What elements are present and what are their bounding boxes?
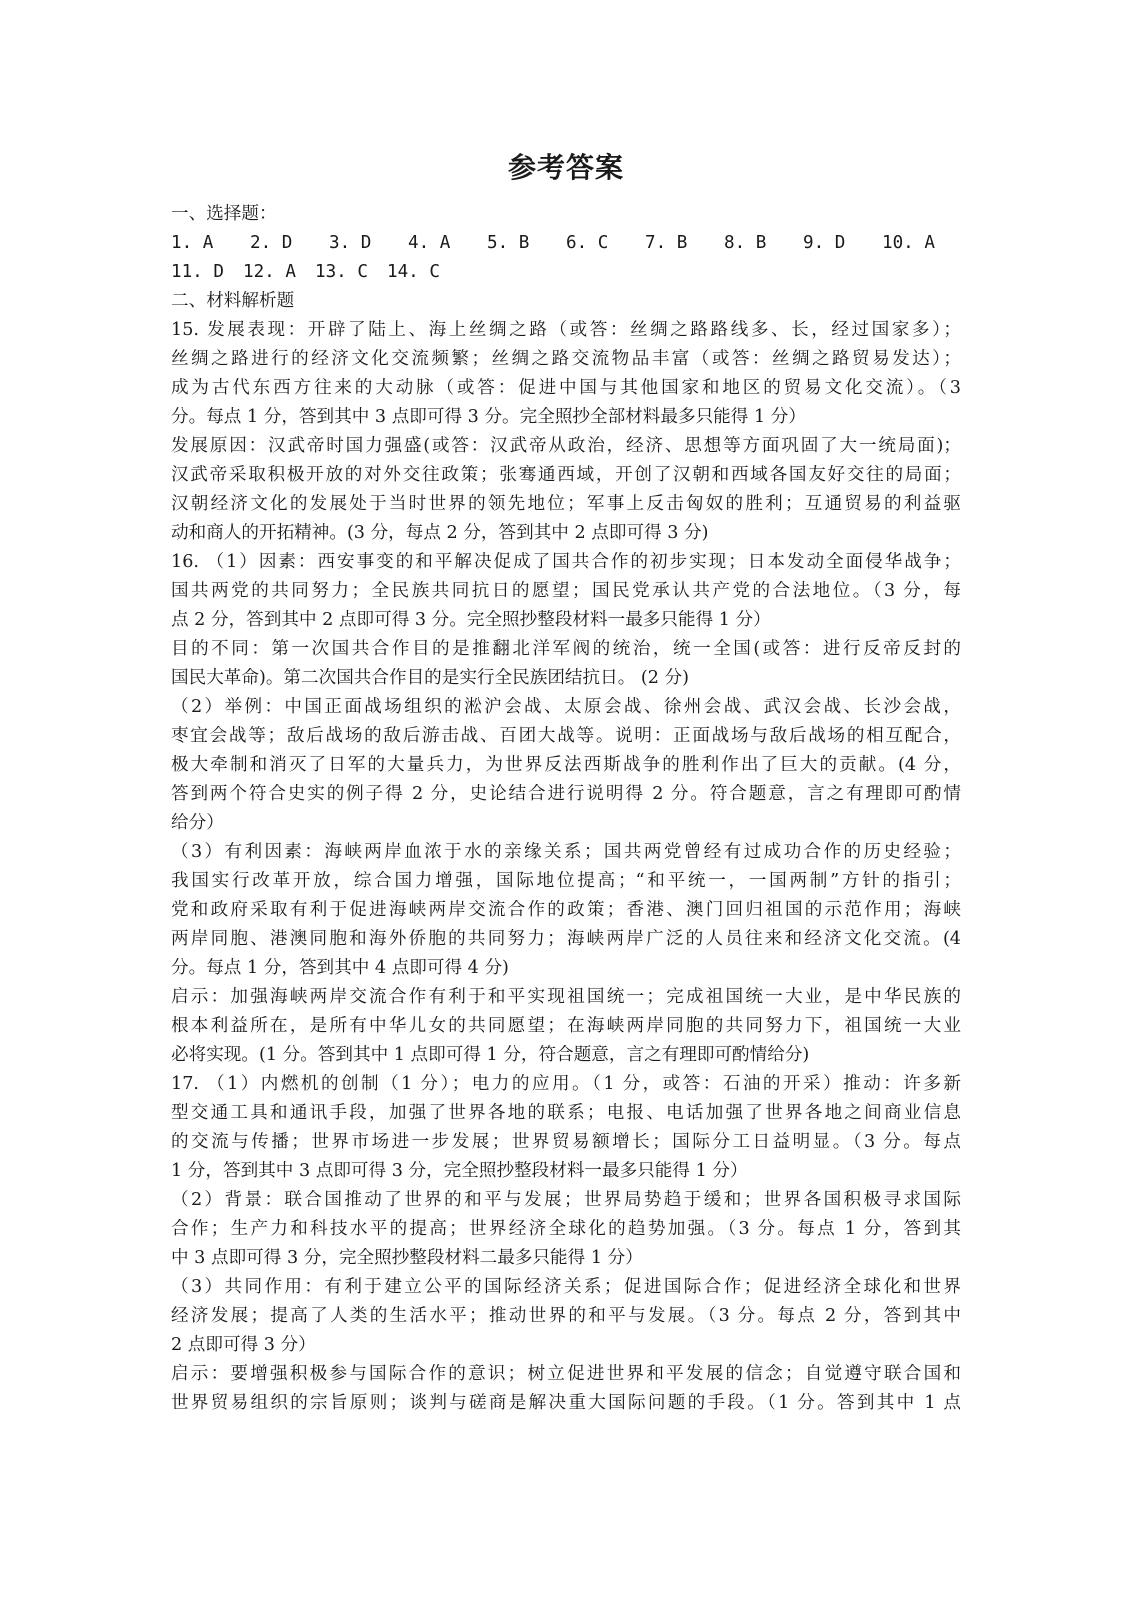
text-line: 合作；生产力和科技水平的提高；世界经济全球化的趋势加强。（3 分。每点 1 分，答到其 — [171, 1219, 961, 1239]
answer-item: 13. C — [315, 262, 368, 282]
text-line: 分。每点 1 分，答到其中 3 点即可得 3 分。完全照抄全部材料最多只能得 1 分） — [171, 407, 806, 427]
text-line: （3）共同作用：有利于建立公平的国际经济关系；促进国际合作；促进经济全球化和世界 — [171, 1277, 961, 1297]
text-line: （2）背景：联合国推动了世界的和平与发展；世界局势趋于缓和；世界各国积极寻求国际 — [171, 1190, 961, 1210]
text-line: 启示：要增强积极参与国际合作的意识；树立促进世界和平发展的信念；自觉遵守联合国和 — [171, 1364, 961, 1384]
section-heading-choice: 一、选择题： — [171, 204, 277, 224]
text-line: 丝绸之路进行的经济文化交流频繁；丝绸之路交流物品丰富（或答：丝绸之路贸易发达）； — [171, 349, 961, 369]
text-line: 极大牵制和消灭了日军的大量兵力，为世界反法西斯战争的胜利作出了巨大的贡献。(4 分， — [171, 755, 961, 775]
text-line: 两岸同胞、港澳同胞和海外侨胞的共同努力；海峡两岸广泛的人员往来和经济文化交流。(4 — [171, 929, 961, 949]
answer-item: 12. A — [243, 262, 296, 282]
answer-item: 5. B — [487, 233, 530, 253]
text-line: 枣宜会战等；敌后战场的敌后游击战、百团大战等。说明：正面战场与敌后战场的相互配合， — [171, 726, 961, 746]
text-line: 分。每点 1 分，答到其中 4 点即可得 4 分) — [171, 958, 509, 978]
answer-item: 4. A — [408, 233, 451, 253]
text-line: 国共两党的共同努力；全民族共同抗日的愿望；国民党承认共产党的合法地位。（3 分，每 — [171, 581, 961, 601]
text-line: 点 2 分，答到其中 2 点即可得 3 分。完全照抄整段材料一最多只能得 1 分） — [171, 610, 771, 630]
text-line: 成为古代东西方往来的大动脉（或答：促进中国与其他国家和地区的贸易文化交流）。（3 — [171, 378, 961, 398]
text-line: （2）举例：中国正面战场组织的淞沪会战、太原会战、徐州会战、武汉会战、长沙会战， — [171, 697, 961, 717]
text-line: 必将实现。(1 分。答到其中 1 点即可得 1 分，符合题意，言之有理即可酌情给分) — [171, 1045, 810, 1065]
page-title: 参考答案 — [507, 151, 624, 184]
text-line: 发展原因：汉武帝时国力强盛(或答：汉武帝从政治，经济、思想等方面巩固了大一统局面)； — [171, 436, 961, 456]
answer-item: 8. B — [724, 233, 767, 253]
answer-item: 1. A — [171, 233, 214, 253]
section-heading-material: 二、材料解析题 — [171, 291, 295, 311]
text-line: 15. 发展表现：开辟了陆上、海上丝绸之路（或答：丝绸之路路线多、长，经过国家多）； — [171, 320, 961, 340]
text-line: 党和政府采取有利于促进海峡两岸交流合作的政策；香港、澳门回归祖国的示范作用；海峡 — [171, 900, 961, 920]
text-line: 16. （1）因素：西安事变的和平解决促成了国共合作的初步实现；日本发动全面侵华战争； — [171, 552, 961, 572]
text-line: 17. （1）内燃机的创制（1 分）；电力的应用。（1 分，或答：石油的开采）推动：许多新 — [171, 1074, 961, 1094]
text-line: 给分） — [171, 813, 224, 833]
text-line: 汉武帝采取积极开放的对外交往政策；张骞通西域，开创了汉朝和西域各国友好交往的局面； — [171, 465, 961, 485]
answer-item: 3. D — [329, 233, 372, 253]
text-line: 世界贸易组织的宗旨原则；谈判与磋商是解决重大国际问题的手段。（1 分。答到其中 1 点 — [171, 1393, 961, 1413]
answer-item: 14. C — [387, 262, 440, 282]
text-line: （3）有利因素：海峡两岸血浓于水的亲缘关系；国共两党曾经有过成功合作的历史经验； — [171, 842, 961, 862]
text-line: 国民大革命)。第二次国共合作目的是实行全民族团结抗日。 (2 分) — [171, 668, 690, 688]
answer-key-page — [171, 148, 961, 1418]
answer-item: 9. D — [803, 233, 846, 253]
text-line: 根本利益所在，是所有中华儿女的共同愿望；在海峡两岸同胞的共同努力下，祖国统一大业 — [171, 1016, 961, 1036]
text-line: 的交流与传播；世界市场进一步发展；世界贸易额增长；国际分工日益明显。（3 分。每点 — [171, 1132, 961, 1152]
text-line: 汉朝经济文化的发展处于当时世界的领先地位；军事上反击匈奴的胜利；互通贸易的利益驱 — [171, 494, 961, 514]
text-line: 中 3 点即可得 3 分，完全照抄整段材料二最多只能得 1 分） — [171, 1248, 643, 1268]
text-line: 经济发展；提高了人类的生活水平；推动世界的和平与发展。（3 分。每点 2 分，答到其中 — [171, 1306, 961, 1326]
text-line: 目的不同：第一次国共合作目的是推翻北洋军阀的统治，统一全国(或答：进行反帝反封的 — [171, 639, 961, 659]
text-line: 启示：加强海峡两岸交流合作有利于和平实现祖国统一；完成祖国统一大业，是中华民族的 — [171, 987, 961, 1007]
text-line: 我国实行改革开放，综合国力增强，国际地位提高；“和平统一，一国两制”方针的指引； — [171, 871, 961, 891]
answer-item: 6. C — [566, 233, 609, 253]
answer-body — [171, 316, 961, 1418]
text-line: 动和商人的开拓精神。(3 分，每点 2 分，答到其中 2 点即可得 3 分) — [171, 523, 709, 543]
text-line: 型交通工具和通讯手段，加强了世界各地的联系；电报、电话加强了世界各地之间商业信息 — [171, 1103, 961, 1123]
answer-item: 10. A — [882, 233, 935, 253]
answer-item: 2. D — [250, 233, 293, 253]
text-line: 2 点即可得 3 分） — [171, 1335, 316, 1355]
answer-item: 7. B — [645, 233, 688, 253]
text-line: 答到两个符合史实的例子得 2 分，史论结合进行说明得 2 分。符合题意，言之有理即可酌情 — [171, 784, 961, 804]
answer-item: 11. D — [171, 262, 224, 282]
answers-row-2 — [171, 258, 961, 287]
text-line: 1 分，答到其中 3 点即可得 3 分，完全照抄整段材料一最多只能得 1 分） — [171, 1161, 748, 1181]
answers-row-1 — [171, 229, 961, 258]
